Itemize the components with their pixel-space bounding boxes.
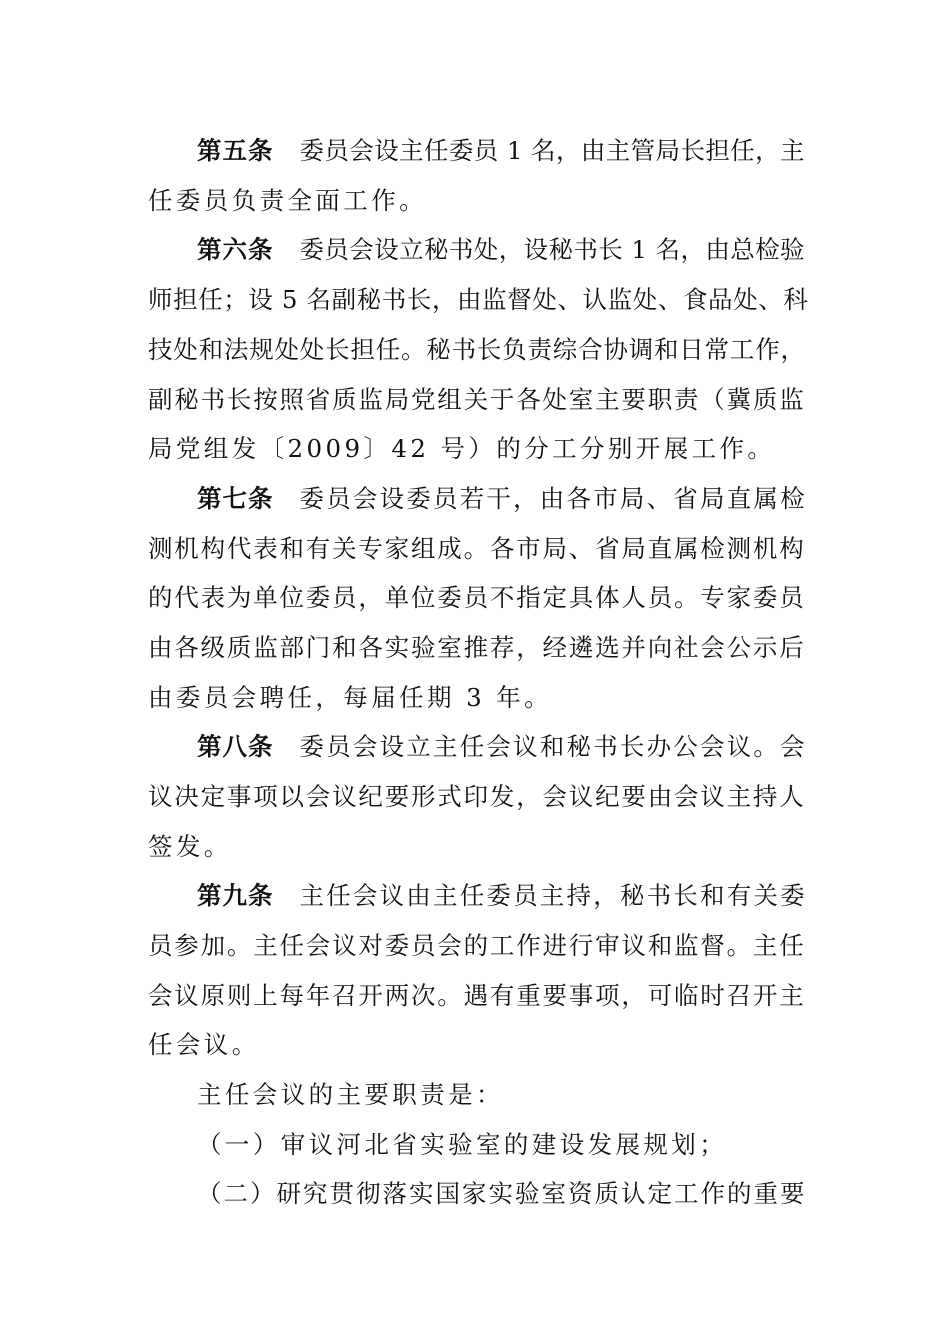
article-8-line-3: 签发。 [148,832,232,861]
article-8-line-1: 委员会设立主任会议和秘书长办公会议。会 [299,732,807,761]
article-7-line-4: 由各级质监部门和各实验室推荐，经遴选并向社会公示后 [148,633,806,662]
article-7-first-line [197,474,807,524]
article-9-line-3: 会议原则上每年召开两次。遇有重要事项，可临时召开主 [148,981,806,1010]
article-5-heading: 第五条 [197,136,274,165]
article-6-line-1: 委员会设立秘书处，设秘书长 1 名，由总检验 [299,235,805,264]
article-6-first-line [197,225,805,275]
article-7-line-3: 的代表为单位委员，单位委员不指定具体人员。专家委员 [148,583,806,612]
duties-intro: 主任会议的主要职责是： [197,1080,504,1109]
article-9-first-line [197,871,807,921]
article-7-line-5: 由委员会聘任，每届任期 3 年。 [148,683,553,712]
article-7-line-2: 测机构代表和有关专家组成。各市局、省局直属检测机构 [148,534,806,563]
article-8-line-2: 议决定事项以会议纪要形式印发，会议纪要由会议主持人 [148,782,806,811]
article-9-line-2: 员参加。主任会议对委员会的工作进行审议和监督。主任 [148,931,806,960]
article-6-line-5: 局党组发〔2009〕42 号）的分工分别开展工作。 [148,434,776,463]
duty-item-2: （二）研究贯彻落实国家实验室资质认定工作的重要 [197,1179,807,1208]
article-6-line-3: 技处和法规处处长担任。秘书长负责综合协调和日常工作， [148,335,806,364]
article-8-first-line [197,722,807,772]
article-7-heading: 第七条 [197,484,274,513]
article-6-line-4: 副秘书长按照省质监局党组关于各处室主要职责（冀质监 [148,385,806,414]
article-7-line-1: 委员会设委员若干，由各市局、省局直属检 [299,484,807,513]
duty-item-1: （一）审议河北省实验室的建设发展规划； [197,1130,728,1159]
article-8-heading: 第八条 [197,732,274,761]
article-9-heading: 第九条 [197,881,274,910]
article-5-line-2: 任委员负责全面工作。 [148,186,427,215]
article-9-line-4: 任会议。 [148,1030,260,1059]
article-6-heading: 第六条 [197,235,274,264]
article-6-line-2: 师担任；设 5 名副秘书长，由监督处、认监处、食品处、科 [148,285,809,314]
article-5-first-line [197,126,805,176]
article-5-line-1: 委员会设主任委员 1 名，由主管局长担任，主 [299,136,805,165]
article-9-line-1: 主任会议由主任委员主持，秘书长和有关委 [299,881,807,910]
